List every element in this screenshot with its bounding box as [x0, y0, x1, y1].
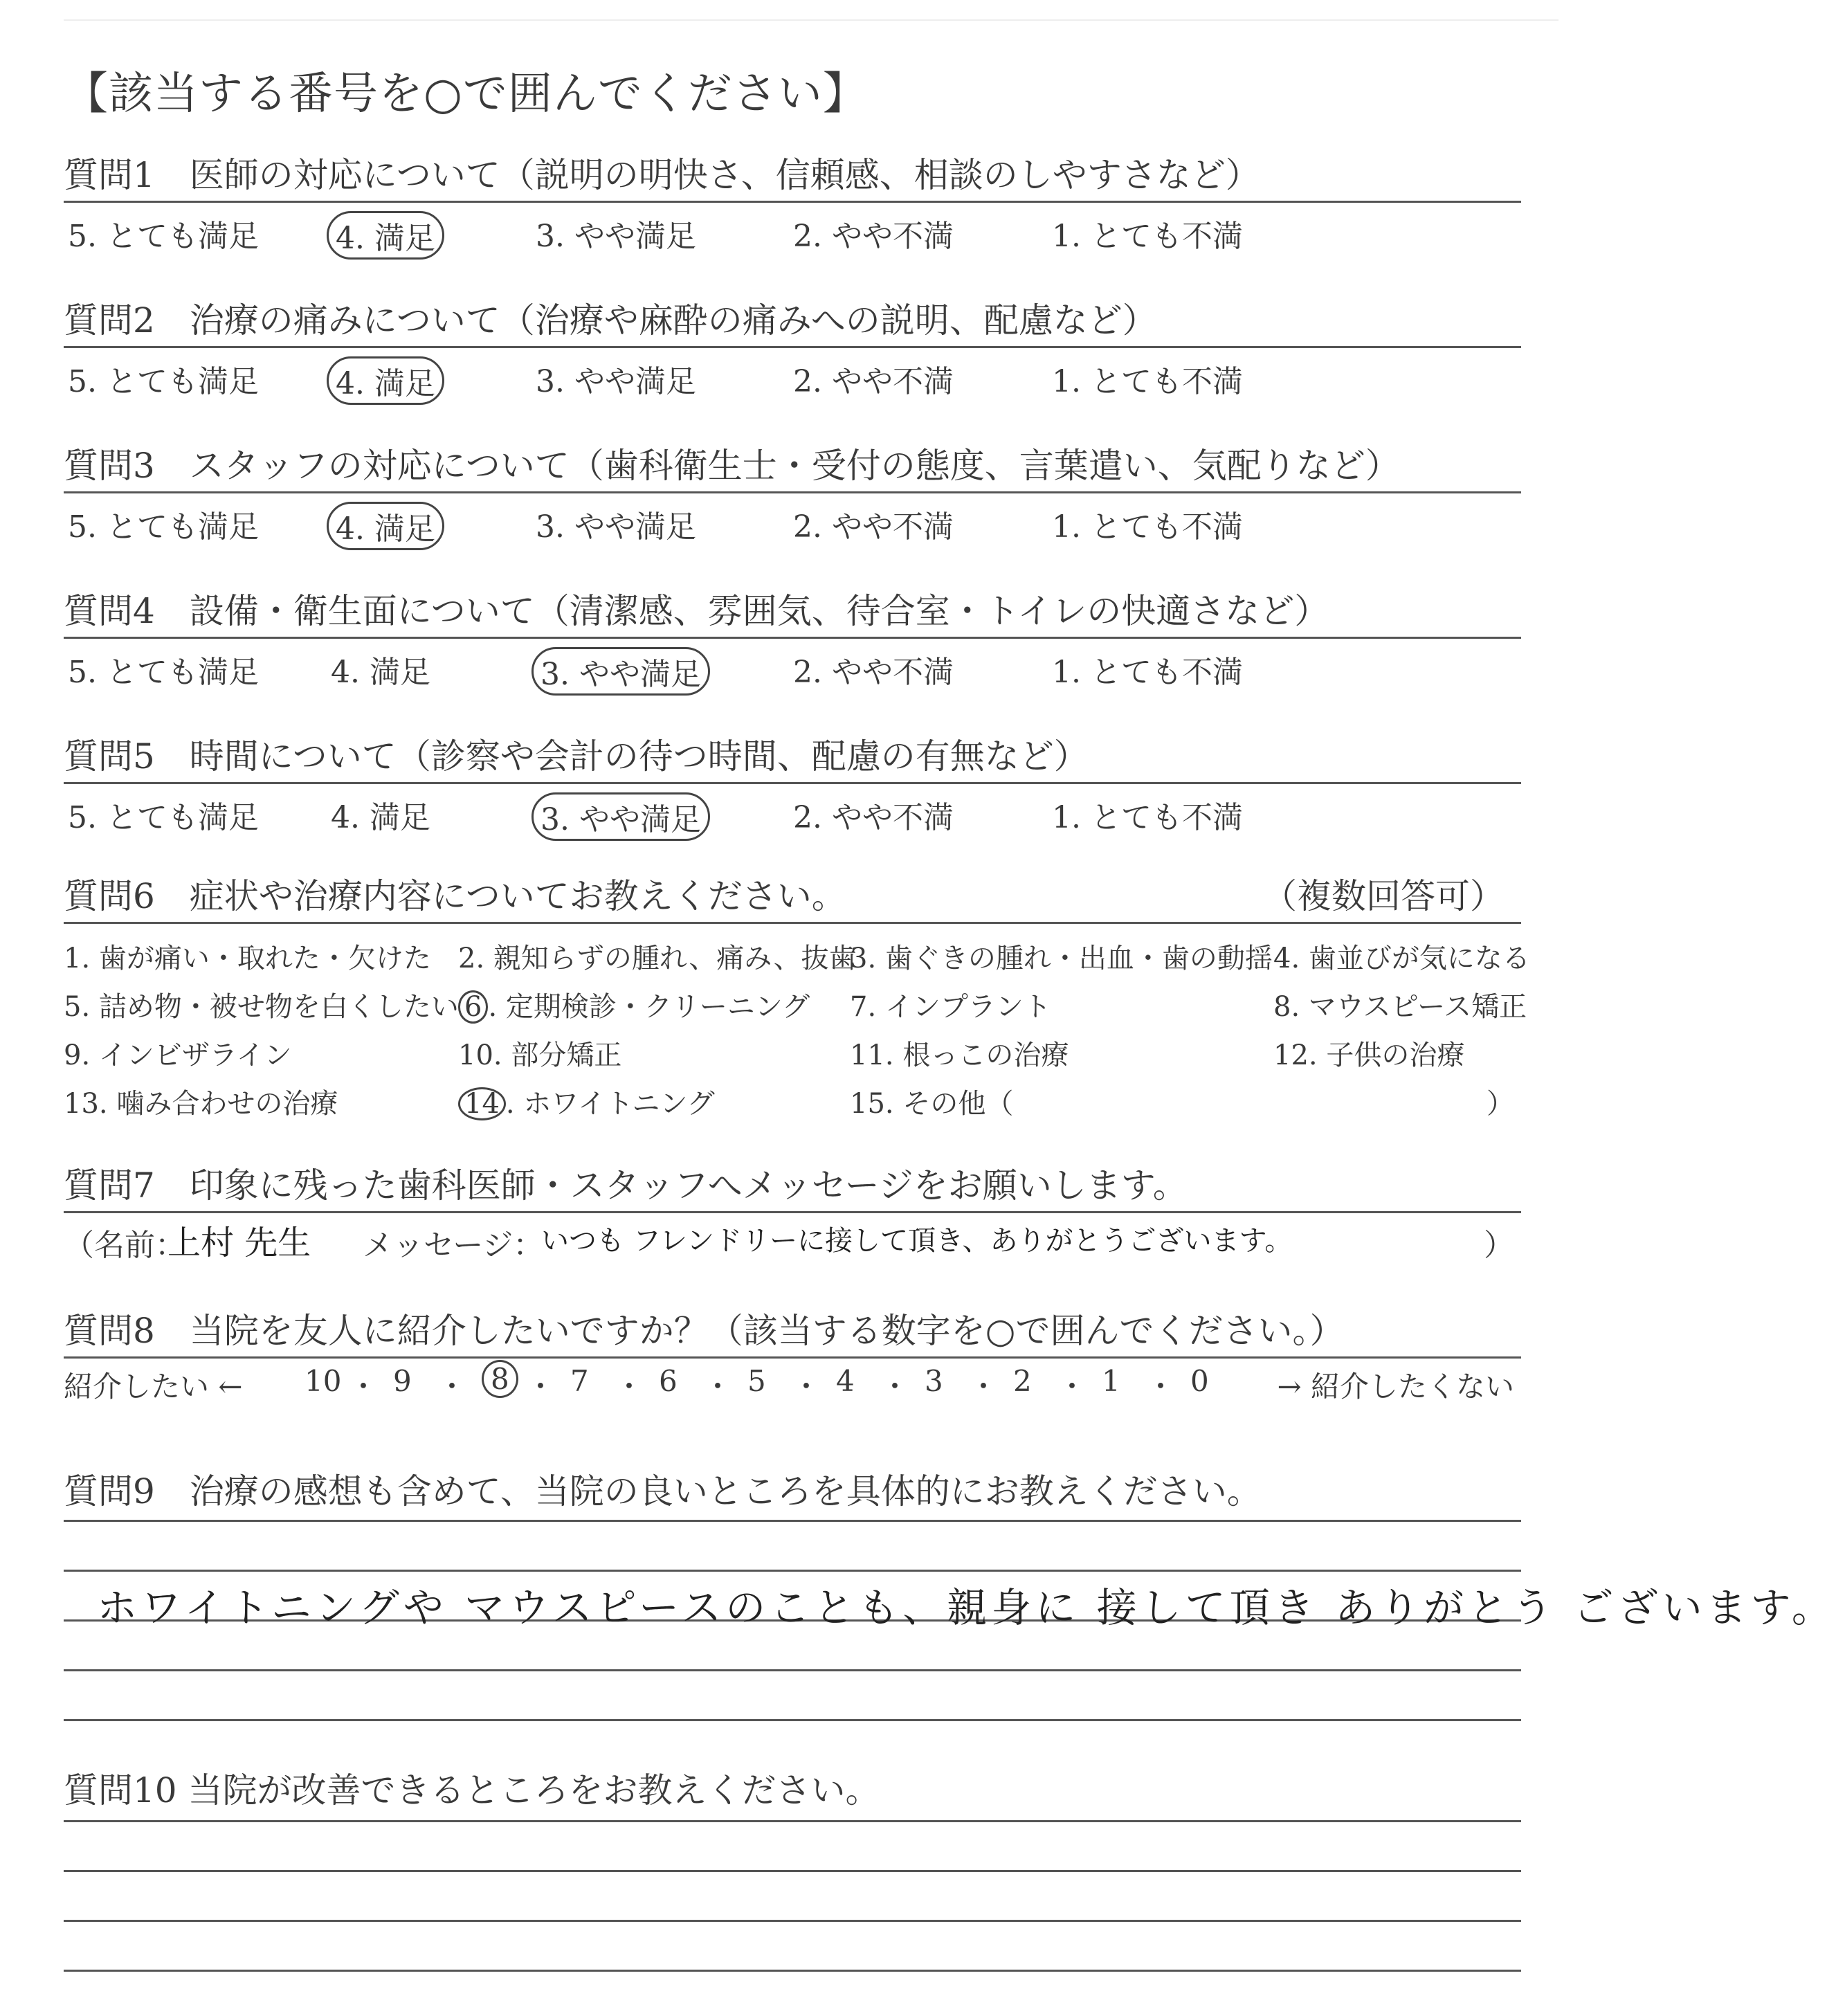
answer-rule [64, 1870, 1521, 1872]
rating-option[interactable]: 3. やや満足 [531, 647, 710, 696]
question-10-title: 質問10 当院が改善できるところをお教えください。 [64, 1770, 880, 1810]
scale-value[interactable]: 2 [1013, 1364, 1032, 1398]
symptom-option[interactable]: 9. インビザライン [64, 1039, 292, 1071]
symptom-option[interactable]: 10. 部分矯正 [458, 1039, 622, 1071]
scale-value[interactable]: 6 [659, 1364, 678, 1398]
other-close: ） [1487, 1088, 1514, 1120]
message-value[interactable]: いつも フレンドリーに接して頂き、ありがとうございます。 [541, 1225, 1293, 1257]
message-close: ） [1484, 1228, 1514, 1263]
recommend-scale [64, 1359, 1521, 1414]
answer-rule [64, 1570, 1521, 1572]
scale-value[interactable]: 10 [305, 1364, 342, 1398]
rating-option[interactable]: 3. やや満足 [531, 792, 710, 841]
rating-option[interactable]: 1. とても不満 [1052, 509, 1243, 545]
scale-dot: ・ [437, 1370, 467, 1404]
rating-option[interactable]: 3. やや満足 [536, 219, 696, 254]
symptom-options [64, 924, 1530, 1125]
symptom-option[interactable]: 3. 歯ぐきの腫れ・出血・歯の動揺 [850, 943, 1273, 974]
answer-rule [64, 1520, 1521, 1522]
question-9 [64, 1469, 1521, 1514]
message-label: メッセージ： [363, 1228, 544, 1263]
rating-option[interactable]: 1. とても不満 [1052, 219, 1243, 254]
selected-circle: 6 [458, 990, 488, 1024]
name-value[interactable]: 上村 先生 [167, 1224, 311, 1262]
symptom-option[interactable]: 7. インプラント [850, 991, 1051, 1023]
rating-option[interactable]: 3. やや満足 [536, 509, 696, 545]
rating-option[interactable]: 1. とても不満 [1052, 364, 1243, 399]
rating-option[interactable]: 5. とても満足 [68, 219, 259, 254]
question-8-title: 質問8 当院を友人に紹介したいですか？（該当する数字を○で囲んでください。） [64, 1311, 1345, 1351]
symptom-option[interactable]: 1. 歯が痛い・取れた・欠けた [64, 943, 431, 974]
question-5 [64, 734, 1521, 839]
question-2-title: 質問2 治療の痛みについて（治療や麻酔の痛みへの説明、配慮など） [64, 300, 1157, 340]
question-9-title: 質問9 治療の感想も含めて、当院の良いところを具体的にお教えください。 [64, 1471, 1262, 1511]
rating-options [64, 493, 1521, 549]
symptom-option[interactable]: 12. 子供の治療 [1273, 1039, 1465, 1071]
selected-circle: 14 [458, 1087, 506, 1120]
scale-value[interactable]: 4 [836, 1364, 855, 1398]
symptom-label: . ホワイトニング [505, 1088, 715, 1120]
scan-edge [64, 19, 1558, 21]
answer-rule [64, 1920, 1521, 1922]
symptom-option[interactable]: 13. 噛み合わせの治療 [64, 1088, 338, 1120]
question-1-title: 質問1 医師の対応について（説明の明快さ、信頼感、相談のしやすさなど） [64, 155, 1260, 195]
name-label: （名前： [64, 1228, 185, 1263]
question-10 [64, 1768, 1521, 1813]
scale-value[interactable]: 8 [482, 1360, 518, 1398]
question-4-title: 質問4 設備・衛生面について（清潔感、雰囲気、待合室・トイレの快適さなど） [64, 591, 1329, 631]
rating-option[interactable]: 1. とても不満 [1052, 800, 1243, 835]
answer-rule [64, 1970, 1521, 1972]
scale-value[interactable]: 9 [393, 1364, 412, 1398]
scale-dot: ・ [792, 1370, 821, 1404]
rating-option[interactable]: 3. やや満足 [536, 364, 696, 399]
question-6-title: 質問6 症状や治療内容についてお教えください。 （複数回答可） [64, 873, 1521, 919]
scale-dot: ・ [1146, 1370, 1176, 1404]
rating-option[interactable]: 2. やや不満 [793, 655, 954, 690]
rating-option[interactable]: 4. 満足 [327, 502, 444, 550]
rating-options [64, 348, 1521, 403]
answer-rule [64, 1820, 1521, 1822]
scale-dot: ・ [703, 1370, 733, 1404]
scale-value[interactable]: 5 [747, 1364, 766, 1398]
scale-left-label: 紹介したい ← [64, 1370, 243, 1404]
multiple-answer-note: （複数回答可） [1262, 876, 1505, 916]
rating-option[interactable]: 4. 満足 [327, 211, 444, 260]
question-3 [64, 443, 1521, 549]
scale-dot: ・ [1057, 1370, 1087, 1404]
answer-rule [64, 1719, 1521, 1721]
question-5-title: 質問5 時間について（診察や会計の待つ時間、配慮の有無など） [64, 736, 1089, 777]
rating-options [64, 639, 1521, 694]
symptom-label: . 定期検診・クリーニング [488, 991, 810, 1023]
symptom-option[interactable]: 11. 根っこの治療 [850, 1039, 1069, 1071]
symptom-option[interactable]: 15. その他（ [850, 1088, 1014, 1120]
rating-option[interactable]: 5. とても満足 [68, 655, 259, 690]
rating-option[interactable]: 5. とても満足 [68, 364, 259, 399]
rating-option[interactable]: 4. 満足 [331, 800, 430, 835]
rating-option[interactable]: 1. とても不満 [1052, 655, 1243, 690]
rating-option[interactable]: 5. とても満足 [68, 509, 259, 545]
scale-value[interactable]: 3 [925, 1364, 943, 1398]
rating-option[interactable]: 2. やや不満 [793, 509, 954, 545]
question-7 [64, 1163, 1521, 1269]
page-title: 【該当する番号を○で囲んでください】 [64, 69, 868, 120]
scale-value[interactable]: 1 [1102, 1364, 1120, 1398]
answer-rule [64, 1669, 1521, 1671]
scale-dot: ・ [969, 1370, 999, 1404]
rating-options [64, 203, 1521, 258]
question-2 [64, 298, 1521, 403]
rating-option[interactable]: 4. 満足 [331, 655, 430, 690]
symptom-option[interactable]: 5. 詰め物・被せ物を白くしたい [64, 991, 459, 1023]
scale-dot: ・ [880, 1370, 910, 1404]
question-6 [64, 873, 1530, 1125]
question-7-title: 質問7 印象に残った歯科医師・スタッフへメッセージをお願いします。 [64, 1165, 1188, 1206]
symptom-option[interactable] [458, 985, 810, 1024]
scale-value[interactable]: 7 [570, 1364, 589, 1398]
rating-option[interactable]: 2. やや不満 [793, 219, 954, 254]
scale-right-label: → 紹介したくない [1277, 1370, 1514, 1404]
rating-option[interactable]: 5. とても満足 [68, 800, 259, 835]
symptom-option[interactable]: 2. 親知らずの腫れ、痛み、抜歯 [458, 943, 857, 974]
symptom-option[interactable]: 4. 歯並びが気になる [1273, 943, 1530, 974]
symptom-option[interactable]: 8. マウスピース矯正 [1273, 991, 1527, 1023]
message-line [64, 1213, 1521, 1269]
scale-dot: ・ [615, 1370, 644, 1404]
rating-options [64, 784, 1521, 839]
question-8 [64, 1308, 1521, 1414]
question-9-answer[interactable]: ホワイトニングや マウスピースのことも、親身に 接して頂き ありがとう ございます。 [97, 1584, 1836, 1631]
question-1 [64, 152, 1521, 258]
rating-option[interactable]: 2. やや不満 [793, 800, 954, 835]
rating-option[interactable]: 4. 満足 [327, 356, 444, 405]
scale-dot: ・ [349, 1370, 379, 1404]
question-4 [64, 588, 1521, 694]
rating-option[interactable]: 2. やや不満 [793, 364, 954, 399]
symptom-option[interactable] [458, 1082, 715, 1121]
question-3-title: 質問3 スタッフの対応について（歯科衛生士・受付の態度、言葉遣い、気配りなど） [64, 446, 1400, 486]
scale-value[interactable]: 0 [1190, 1364, 1209, 1398]
scale-dot: ・ [526, 1370, 556, 1404]
